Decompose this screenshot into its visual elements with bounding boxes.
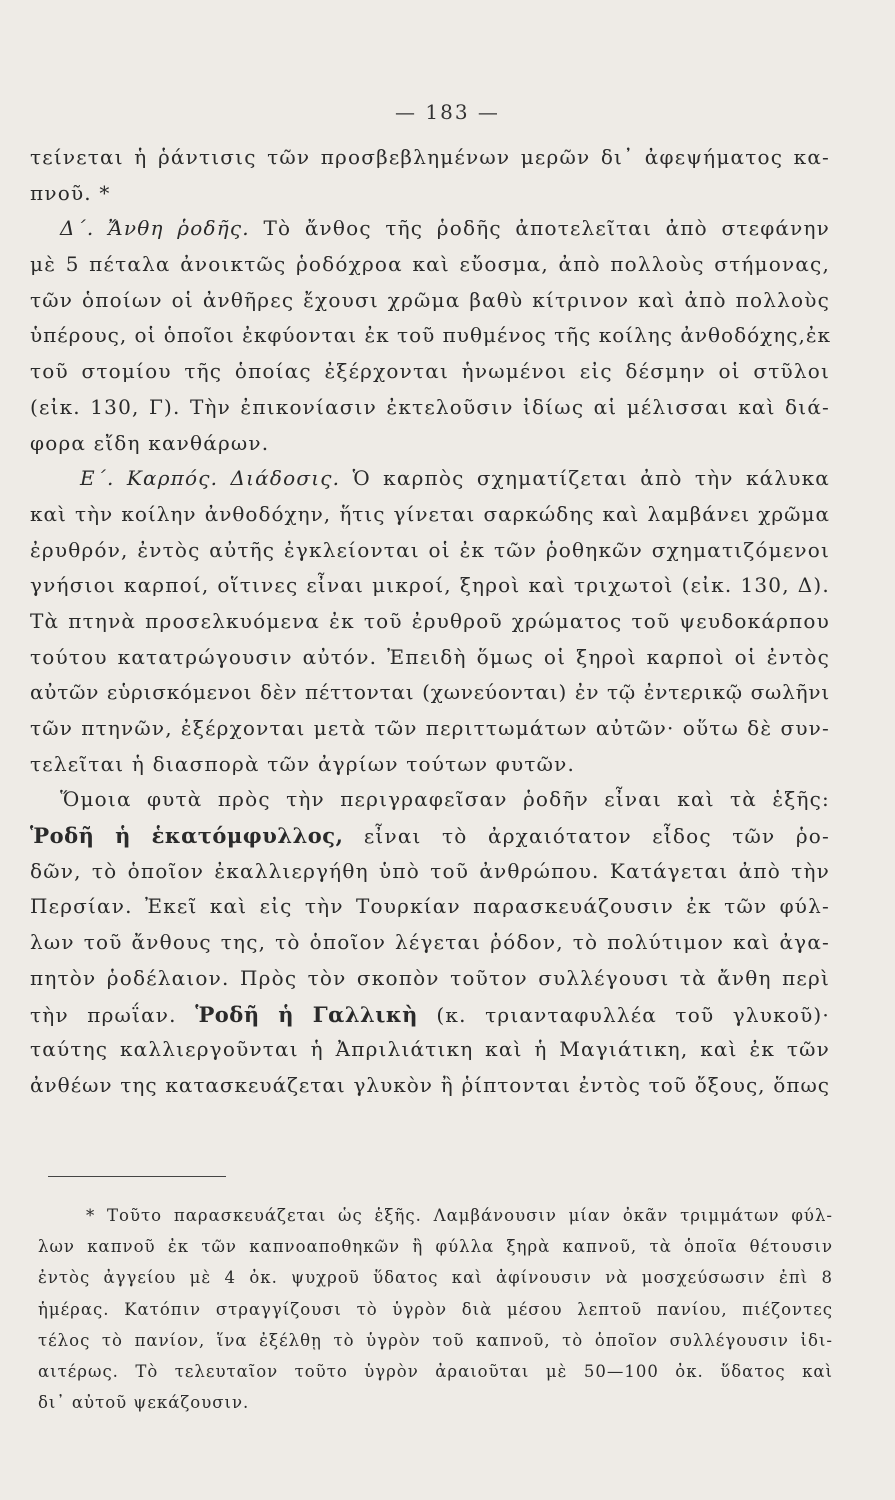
text-line: Περσίαν. Ἐκεῖ καὶ εἰς τὴν Τουρκίαν παρασκευάζουσιν ἐκ τῶν φύλ- bbox=[30, 894, 830, 919]
footnote-line: δι᾽ αὐτοῦ ψεκάζουσιν. bbox=[38, 1393, 250, 1413]
footnote-line: τέλος τὸ πανίον, ἵνα ἐξέλθῃ τὸ ὑγρὸν τοῦ καπνοῦ, τὸ ὁποῖον συλλέγουσιν ἰδι- bbox=[38, 1330, 833, 1350]
footnote-line: ἐντὸς ἀγγείου μὲ 4 ὀκ. ψυχροῦ ὕδατος καὶ ἀφίνουσιν νὰ μοσχεύσωσιν ἐπὶ 8 bbox=[38, 1268, 833, 1288]
text-line: πητὸν ῥοδέλαιον. Πρὸς τὸν σκοπὸν τοῦτον συλλέγουσι τὰ ἄνθη περὶ bbox=[30, 965, 830, 990]
page-number: — 183 — bbox=[395, 100, 500, 124]
text-line: καὶ τὴν κοίλην ἀνθοδόχην, ἥτις γίνεται σαρκώδης καὶ λαμβάνει χρῶμα bbox=[30, 501, 830, 526]
footnote bbox=[38, 1200, 833, 1418]
footnote-line: * Τοῦτο παρασκευάζεται ὡς ἑξῆς. Λαμβάνουσιν μίαν ὀκᾶν τριμμάτων φύλ- bbox=[86, 1206, 833, 1225]
text-line: Ὅμοια φυτὰ πρὸς τὴν περιγραφεῖσαν ῥοδῆν εἶναι καὶ τὰ ἑξῆς: bbox=[60, 787, 830, 812]
text-line: Τὰ πτηνὰ προσελκυόμενα ἐκ τοῦ ἐρυθροῦ χρώματος τοῦ ψευδοκάρπου bbox=[30, 608, 830, 633]
text-line: δῶν, τὸ ὁποῖον ἐκαλλιεργήθη ὑπὸ τοῦ ἀνθρώπου. Κατάγεται ἀπὸ τὴν bbox=[30, 858, 830, 883]
text-line: γνήσιοι καρποί, οἵτινες εἶναι μικροί, ξηροὶ καὶ τριχωτοὶ (εἰκ. 130, Δ). bbox=[30, 573, 830, 598]
species-name: Ῥοδῆ ἡ Γαλλικὴ bbox=[195, 1001, 418, 1027]
section-heading: Ε΄. Καρπός. Διάδοσις. bbox=[80, 466, 341, 491]
text-span: τὴν πρωΐαν. bbox=[30, 1002, 196, 1027]
text-line: μὲ 5 πέταλα ἀνοικτῶς ῥοδόχροα καὶ εὔοσμα, ἀπὸ πολλοὺς στήμονας, bbox=[30, 252, 830, 277]
text-line: ἀνθέων της κατασκευάζεται γλυκὸν ἢ ῥίπτονται ἐντὸς τοῦ ὄξους, ὅπως bbox=[30, 1072, 830, 1097]
text-line bbox=[30, 997, 830, 1033]
section-heading: Δ΄. Ἄνθη ῥοδῆς. bbox=[60, 216, 250, 241]
text-line: τούτου κατατρώγουσιν αὐτόν. Ἐπειδὴ ὅμως οἱ ξηροὶ καρποὶ οἱ ἐντὸς bbox=[30, 644, 830, 669]
text-line: τῶν πτηνῶν, ἐξέρχονται μετὰ τῶν περιττωμάτων αὐτῶν· οὕτω δὲ συν- bbox=[30, 716, 830, 740]
text-line bbox=[30, 211, 830, 247]
text-line: λων τοῦ ἄνθους της, τὸ ὁποῖον λέγεται ῥόδον, τὸ πολύτιμον καὶ ἀγα- bbox=[30, 930, 830, 955]
text-line: τῶν ὁποίων οἱ ἀνθῆρες ἔχουσι χρῶμα βαθὺ κίτρινον καὶ ἀπὸ πολλοὺς bbox=[30, 287, 830, 312]
text-line: αὐτῶν εὑρισκόμενοι δὲν πέττονται (χωνεύονται) ἐν τῷ ἐντερικῷ σωλῆνι bbox=[30, 680, 830, 705]
text-line: (εἰκ. 130, Γ). Τὴν ἐπικονίασιν ἐκτελοῦσιν ἰδίως αἱ μέλισσαι καὶ διά- bbox=[30, 394, 830, 419]
footnote-line: ἡμέρας. Κατόπιν στραγγίζουσι τὸ ὑγρὸν διὰ μέσου λεπτοῦ πανίου, πιέζοντες bbox=[38, 1299, 833, 1319]
text-line: ταύτης καλλιεργοῦνται ἡ Ἀπριλιάτικη καὶ ἡ Μαγιάτικη, καὶ ἐκ τῶν bbox=[30, 1037, 830, 1062]
species-name: Ῥοδῆ ἡ ἑκατόμφυλλος, bbox=[30, 823, 344, 849]
text-line bbox=[30, 461, 830, 497]
text-span: (κ. τριανταφυλλέα τοῦ γλυκοῦ)· bbox=[417, 1002, 830, 1027]
footnote-divider bbox=[48, 1176, 226, 1177]
footnote-line: αιτέρως. Τὸ τελευταῖον τοῦτο ὑγρὸν ἀραιοῦται μὲ 50—100 ὀκ. ὕδατος καὶ bbox=[38, 1361, 833, 1381]
footnote-line: λων καπνοῦ ἐκ τῶν καπνοαποθηκῶν ἢ φύλλα ξηρὰ καπνοῦ, τὰ ὁποῖα θέτουσιν bbox=[38, 1237, 833, 1257]
text-span: εἶναι τὸ ἀρχαιότατον εἶδος τῶν ῥο- bbox=[343, 824, 830, 849]
text-span: Ὁ καρπὸς σχηματίζεται ἀπὸ τὴν κάλυκα bbox=[340, 466, 831, 491]
text-line: τελεῖται ἡ διασπορὰ τῶν ἀγρίων τούτων φυτῶν. bbox=[30, 751, 576, 776]
main-text bbox=[30, 140, 830, 1104]
text-line: ἐρυθρόν, ἐντὸς αὐτῆς ἐγκλείονται οἱ ἐκ τῶν ῥοθηκῶν σχηματιζόμενοι bbox=[30, 537, 830, 562]
text-line: φορα εἴδη κανθάρων. bbox=[30, 430, 270, 455]
text-line: ὑπέρους, οἱ ὁποῖοι ἐκφύονται ἐκ τοῦ πυθμένος τῆς κοίλης ἀνθοδόχης,ἐκ bbox=[30, 323, 832, 348]
text-line: τοῦ στομίου τῆς ὁποίας ἐξέρχονται ἡνωμένοι εἰς δέσμην οἱ στῦλοι bbox=[30, 359, 830, 384]
text-span: Τὸ ἄνθος τῆς ῥοδῆς ἀποτελεῖται ἀπὸ στεφάνην bbox=[249, 216, 830, 241]
text-line: τείνεται ἡ ῥάντισις τῶν προσβεβλημένων μερῶν δι᾽ ἀφεψήματος κα- bbox=[30, 145, 830, 169]
text-line bbox=[30, 818, 830, 854]
text-line: πνοῦ. * bbox=[30, 180, 111, 205]
